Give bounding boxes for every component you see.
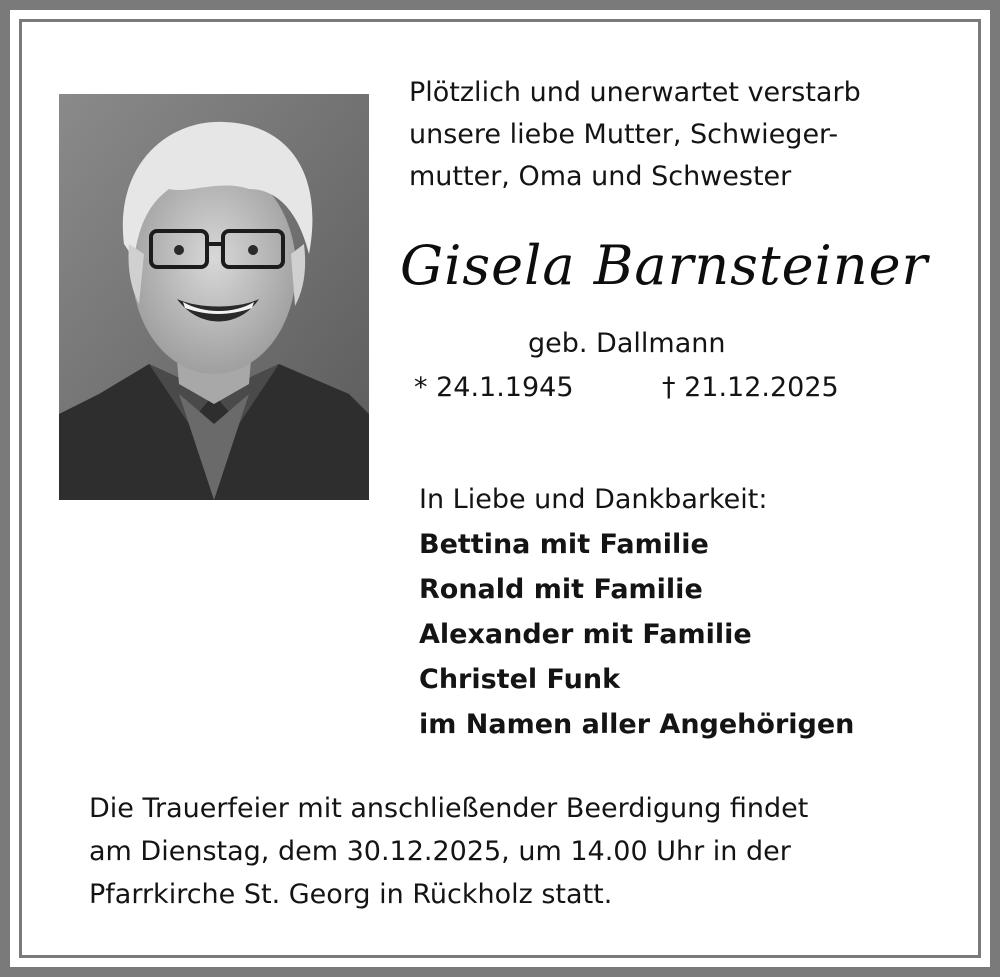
mourner-name: im Namen aller Angehörigen — [419, 709, 855, 740]
birth-date: * 24.1.1945 — [414, 372, 574, 403]
maiden-name: geb. Dallmann — [528, 328, 726, 359]
deceased-name: Gisela Barnsteiner — [400, 234, 929, 297]
service-line-2: am Dienstag, dem 30.12.2025, um 14.00 Uhr in der — [89, 836, 791, 867]
service-line-3: Pfarrkirche St. Georg in Rückholz statt. — [89, 879, 613, 910]
portrait-photo — [59, 94, 369, 500]
portrait-illustration — [59, 94, 369, 500]
intro-line-2: unsere liebe Mutter, Schwieger- — [409, 119, 839, 150]
mourner-name: Christel Funk — [419, 664, 621, 695]
mourner-name: Ronald mit Familie — [419, 574, 703, 605]
service-notice — [89, 787, 808, 916]
mourners-heading: In Liebe und Dankbarkeit: — [419, 484, 768, 515]
service-line-1: Die Trauerfeier mit anschließender Beerdigung findet — [89, 793, 809, 824]
death-date: † 21.12.2025 — [662, 372, 839, 403]
intro-line-1: Plötzlich und unerwartet verstarb — [409, 77, 861, 108]
obituary-card — [19, 19, 981, 958]
intro-line-3: mutter, Oma und Schwester — [409, 161, 792, 192]
intro-text — [409, 72, 861, 198]
obituary-margin — [10, 10, 990, 967]
mourners-block — [419, 477, 854, 747]
mourner-name: Alexander mit Familie — [419, 619, 752, 650]
mourner-name: Bettina mit Familie — [419, 529, 709, 560]
